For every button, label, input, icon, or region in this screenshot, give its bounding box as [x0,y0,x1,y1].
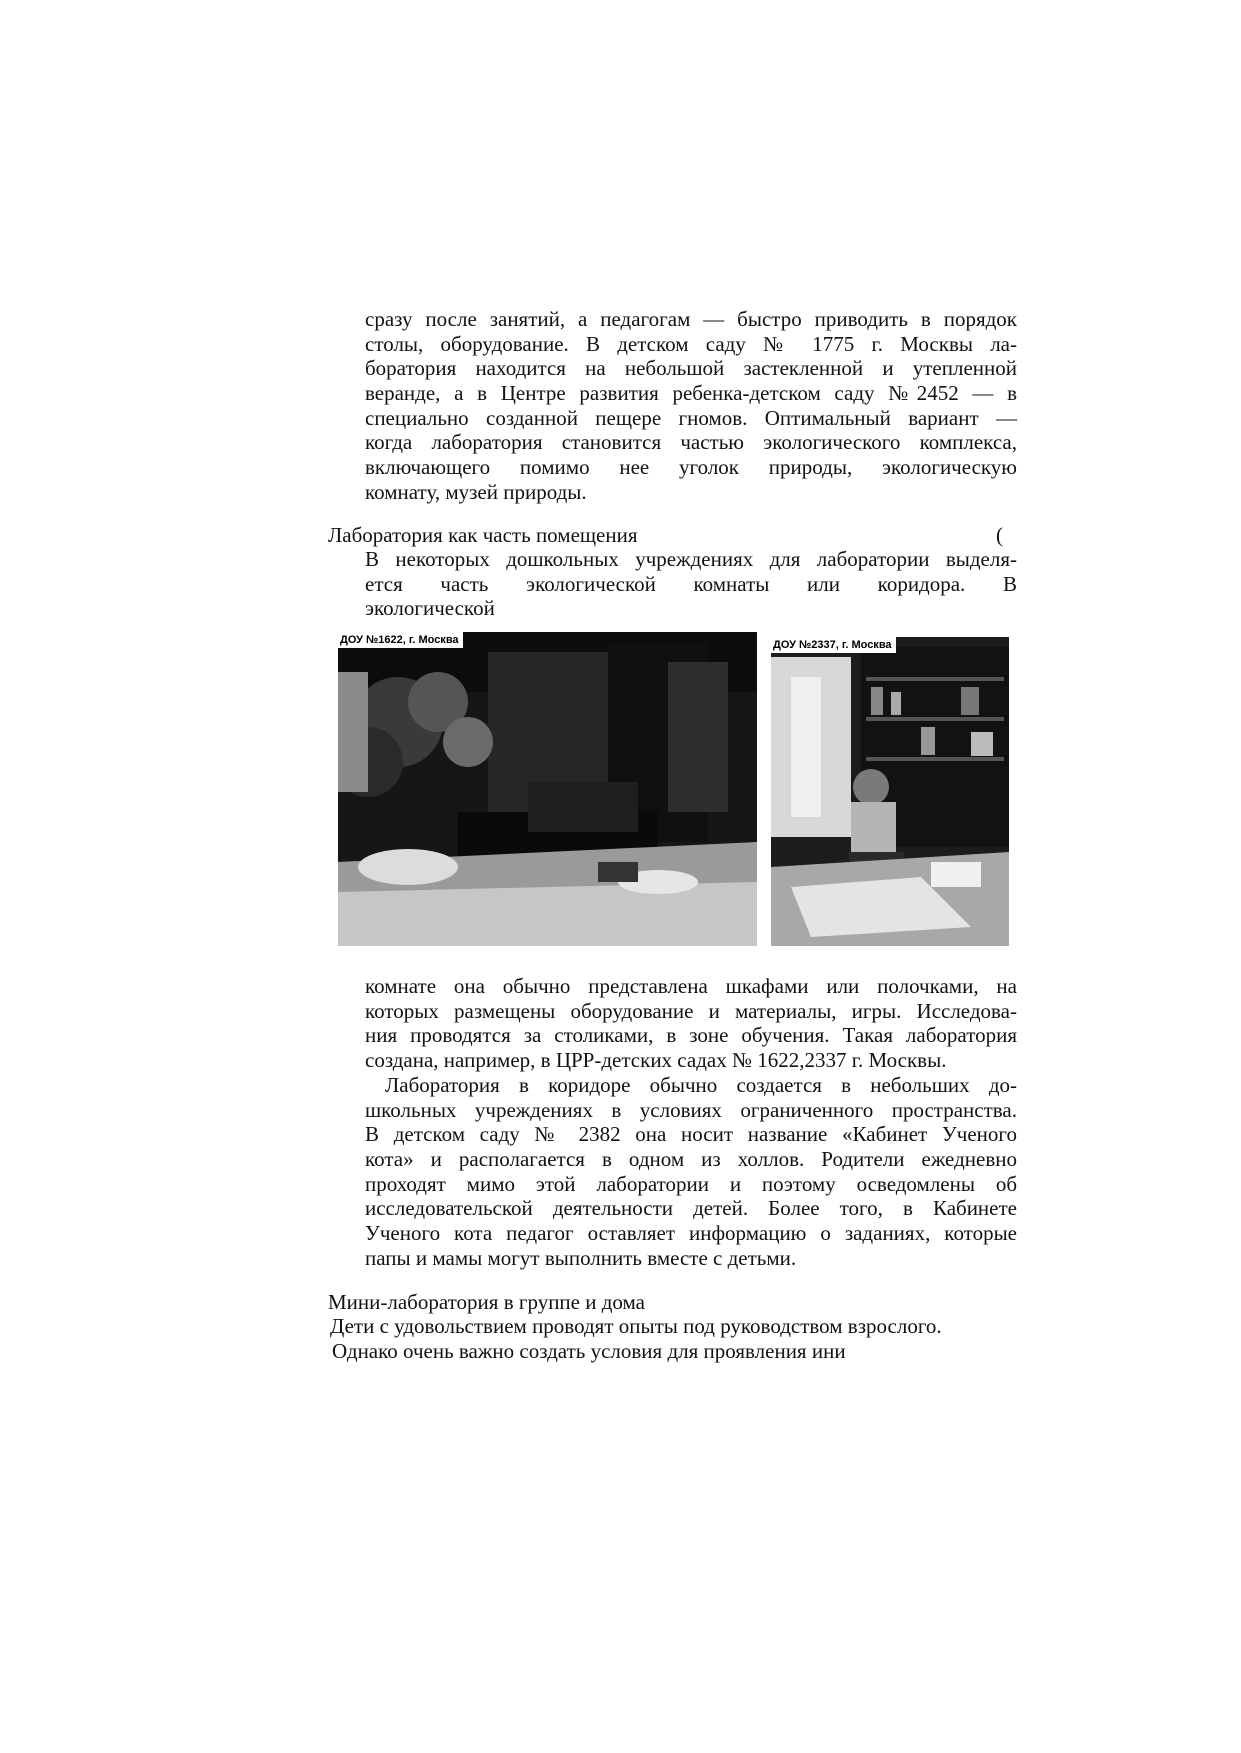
text-line: боратория находится на небольшой застекленной и утепленной [365,356,1017,381]
photo-dou-1622 [338,632,757,946]
paragraph-mini-lab [330,1314,1020,1363]
text-line: ется часть экологической комнаты или коридора. В [365,571,1017,596]
text-line: столы, оборудование. В детском саду № 1775 г. Москвы ла- [365,331,1017,356]
photo-image [771,637,1009,946]
text-line: специально созданной пещере гномов. Оптимальный вариант — [365,405,1017,430]
paragraph-lab-as-room-part [365,547,1017,621]
text-line: которых размещены оборудование и материалы, игры. Исследова- [365,998,1017,1023]
photo-caption: ДОУ №2337, г. Москва [771,637,896,653]
text-line: создана, например, в ЦРР-детских садах № 1622,2337 г. Москвы. [365,1048,947,1073]
photo-caption: ДОУ №1622, г. Москва [338,632,463,648]
stray-parenthesis: ( [996,523,1003,547]
text-line: сразу после занятий, а педагогам — быстро приводить в порядок [365,307,1017,331]
text-line: папы и мамы могут выполнить вместе с детьми. [365,1245,797,1270]
paragraph-lab-in-corridor [365,1073,1017,1271]
text-line: комнату, музей природы. [365,479,587,504]
text-line: кота» и располагается в одном из холлов. Родители ежедневно [365,1147,1017,1172]
text-line: Лаборатория в коридоре обычно создается в небольших до- [385,1073,1017,1097]
text-line: В некоторых дошкольных учреждениях для лаборатории выделя- [365,547,1017,571]
text-line: экологической [365,596,495,621]
text-line: исследовательской деятельности детей. Более того, в Кабинете [365,1196,1017,1221]
section-heading: Лаборатория как часть помещения [328,523,638,547]
text-line: В детском саду № 2382 она носит название «Кабинет Ученого [365,1122,1017,1147]
text-line: комнате она обычно представлена шкафами или полочками, на [365,974,1017,998]
text-line: школьных учреждениях в условиях ограниченного пространства. [365,1097,1017,1122]
text-line: когда лаборатория становится частью экологического комплекса, [365,430,1017,455]
paragraph-lab-placement [365,307,1017,505]
text-line: включающего помимо нее уголок природы, экологическую [365,455,1017,480]
photo-dou-2337 [771,637,1009,946]
text-line: проходят мимо этой лаборатории и поэтому осведомлены об [365,1171,1017,1196]
text-line: веранде, а в Центре развития ребенка-детском саду №2452 — в [365,381,1017,406]
section-heading: Мини-лаборатория в группе и дома [328,1290,645,1314]
text-line: Ученого кота педагог оставляет информацию о заданиях, которые [365,1221,1017,1246]
text-line: ния проводятся за столиками, в зоне обучения. Такая лаборатория [365,1023,1017,1048]
photo-image [338,632,757,946]
text-line: Однако очень важно создать условия для проявления ини [332,1338,846,1363]
text-line: Дети с удовольствием проводят опыты под руководством взрослого. [330,1314,942,1338]
paragraph-lab-in-eco-room [365,974,1017,1073]
